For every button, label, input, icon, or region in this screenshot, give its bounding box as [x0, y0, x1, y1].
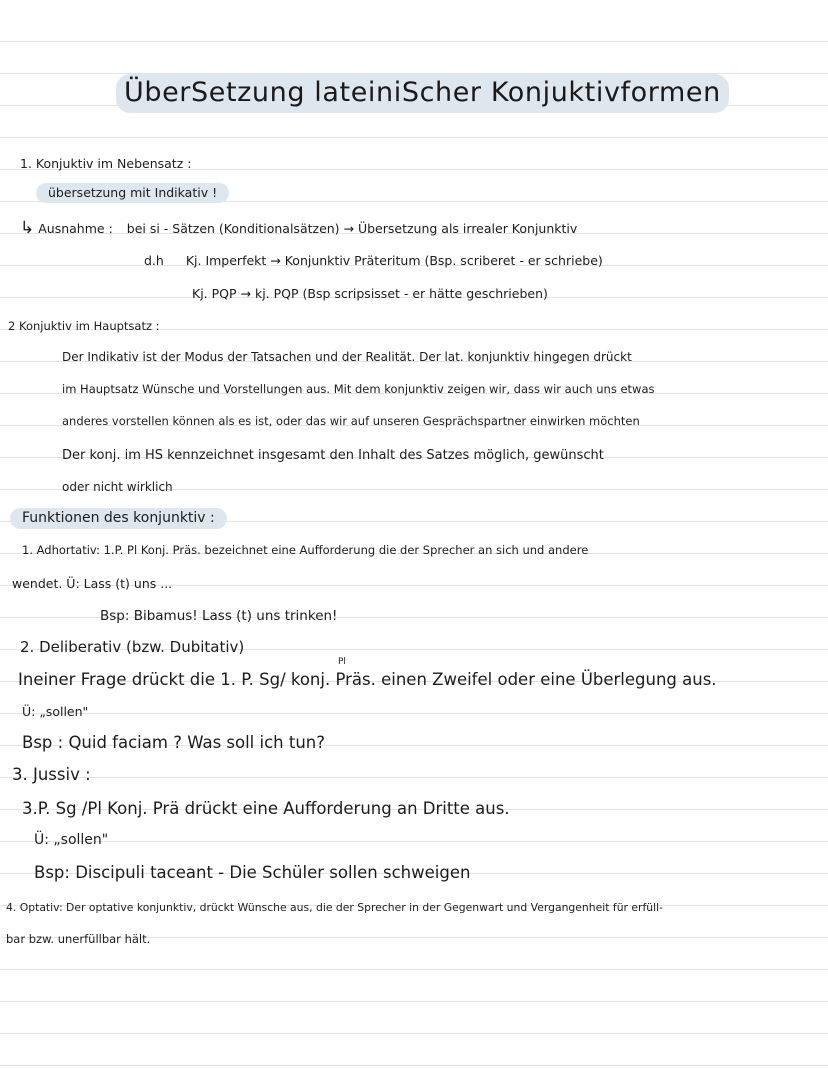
page-title: ÜberSetzung lateiniScher Konjuktivformen [116, 74, 729, 113]
adhortativ-line-2: wendet. Ü: Lass (t) uns ... [12, 576, 173, 591]
optativ-line-2: bar bzw. unerfüllbar hält. [6, 932, 151, 946]
deliberativ-pl-note: Pl [338, 657, 346, 667]
deliberativ-example: Bsp : Quid faciam ? Was soll ich tun? [22, 733, 326, 752]
adhortativ-example: Bsp: Bibamus! Lass (t) uns trinken! [100, 608, 338, 624]
pqp-line: Kj. PQP → kj. PQP (Bsp scripsisset - er hätte geschrieben) [192, 286, 548, 301]
deliberativ-text: Ineiner Frage drückt die 1. P. Sg/ konj. Präs. einen Zweifel oder eine Überlegung aus. [18, 670, 717, 689]
functions-heading: Funktionen des konjunktiv : [10, 508, 227, 529]
jussiv-example: Bsp: Discipuli taceant - Die Schüler sollen schweigen [34, 863, 471, 882]
highlight-indikativ: übersetzung mit Indikativ ! [36, 183, 229, 203]
ausnahme-line [20, 218, 577, 238]
jussiv-translation: Ü: „sollen" [34, 832, 109, 848]
section-heading-nebensatz: 1. Konjuktiv im Nebensatz : [20, 156, 192, 171]
optativ-line-1: 4. Optativ: Der optative konjunktiv, drückt Wünsche aus, die der Sprecher in der Gegenwart und Vergangenheit für erfüll- [6, 901, 664, 914]
hauptsatz-line-1: Der Indikativ ist der Modus der Tatsachen und der Realität. Der lat. konjunktiv hingegen drückt [62, 350, 632, 364]
hauptsatz-line-5: oder nicht wirklich [62, 480, 173, 494]
jussiv-heading: 3. Jussiv : [12, 765, 91, 784]
hauptsatz-line-3: anderes vorstellen können als es ist, oder das wir auf unseren Gesprächspartner einwirken möchten [62, 414, 640, 428]
hauptsatz-line-4: Der konj. im HS kennzeichnet insgesamt den Inhalt des Satzes möglich, gewünscht [62, 448, 604, 463]
adhortativ-line-1: 1. Adhortativ: 1.P. Pl Konj. Präs. bezeichnet eine Aufforderung die der Sprecher an sich und andere [22, 543, 589, 557]
deliberativ-heading: 2. Deliberativ (bzw. Dubitativ) [20, 638, 245, 656]
section-heading-hauptsatz: 2 Konjuktiv im Hauptsatz : [8, 319, 160, 333]
ausnahme-text: bei si - Sätzen (Konditionalsätzen) → Übersetzung als irrealer Konjunktiv [126, 221, 578, 236]
dh-line [144, 253, 603, 268]
ausnahme-label: Ausnahme : [38, 221, 113, 236]
jussiv-text: 3.P. Sg /Pl Konj. Prä drückt eine Aufforderung an Dritte aus. [22, 799, 510, 818]
deliberativ-translation: Ü: „sollen" [22, 704, 89, 719]
turn-arrow-icon: ↳ [20, 218, 35, 238]
hauptsatz-line-2: im Hauptsatz Wünsche und Vorstellungen aus. Mit dem konjunktiv zeigen wir, dass wir auch uns etwas [62, 382, 655, 396]
dh-text: Kj. Imperfekt → Konjunktiv Präteritum (Bsp. scriberet - er schriebe) [185, 253, 603, 268]
dh-label: d.h [144, 253, 164, 268]
